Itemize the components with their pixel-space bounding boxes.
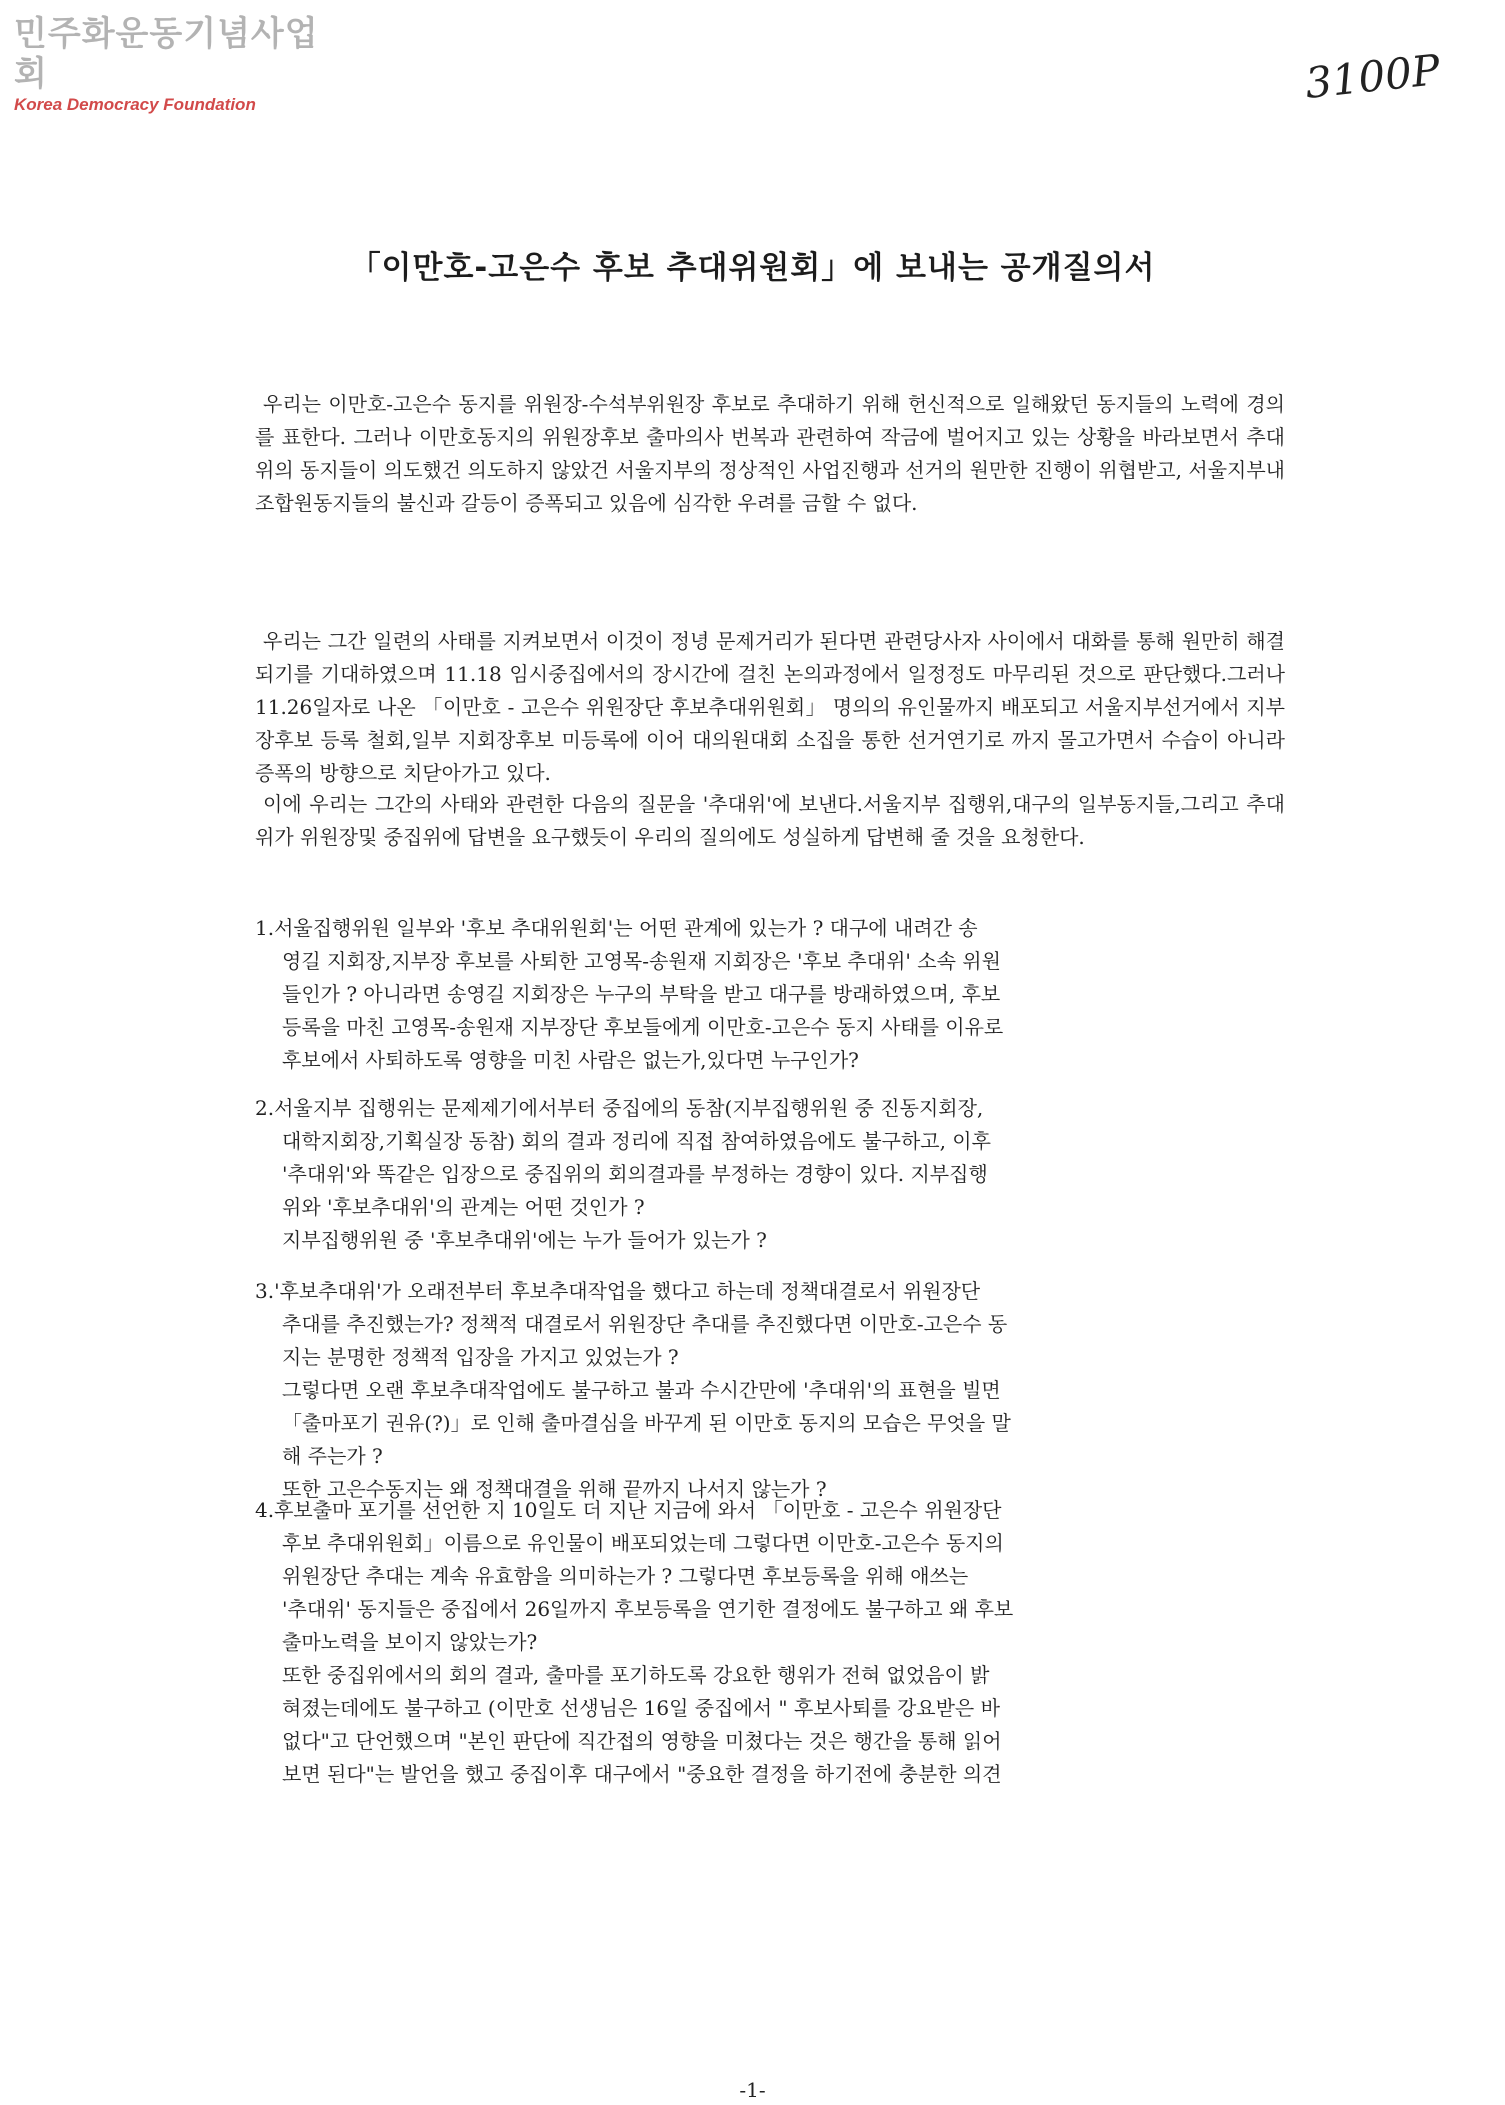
question-line: 「출마포기 권유(?)」로 인해 출마결심을 바꾸게 된 이만호 동지의 모습은 무엇을 말 xyxy=(282,1411,1011,1435)
paragraph-text: 우리는 이만호-고은수 동지를 위원장-수석부위원장 후보로 추대하기 위해 헌신적으로 일해왔던 동지들의 노력에 경의를 표한다. 그러나 이만호동지의 위원장후보 출마의사 번복과 관련하여 작금에 벌어지고 있는 상황을 바라보면서 추대위의 동지들이 의도했건 의도하지 않았건 서울지부의 정상적인 사업진행과 선거의 원만한 진행이 위협받고, 서울지부내 조합원동지들의 불신과 갈등이 증폭되고 있음에 심각한 우려를 금할 수 없다. xyxy=(255,392,1285,515)
question-line: 그렇다면 오랜 후보추대작업에도 불구하고 불과 수시간만에 '추대위'의 표현을 빌면 xyxy=(282,1378,1001,1402)
question-line: 들인가 ? 아니라면 송영길 지회장은 누구의 부탁을 받고 대구를 방래하였으며, 후보 xyxy=(282,982,1001,1006)
document-title: 「이만호-고은수 후보 추대위원회」에 보내는 공개질의서 xyxy=(349,250,1156,286)
question-line: 후보에서 사퇴하도록 영향을 미친 사람은 없는가,있다면 누구인가? xyxy=(282,1048,859,1072)
question-line: 1.서울집행위원 일부와 '후보 추대위원회'는 어떤 관계에 있는가 ? 대구에 내려간 송 xyxy=(255,916,978,940)
handwritten-document-id: 3100P xyxy=(1302,45,1443,108)
question-3 xyxy=(255,1275,1285,1506)
question-line: '추대위'와 똑같은 입장으로 중집위의 회의결과를 부정하는 경향이 있다. 지부집행 xyxy=(282,1162,988,1186)
paragraph-intro-1 xyxy=(255,388,1285,520)
question-line: 보면 된다"는 발언을 했고 중집이후 대구에서 "중요한 결정을 하기전에 충분한 의견 xyxy=(282,1762,1002,1786)
question-line: 해 주는가 ? xyxy=(282,1444,383,1468)
question-line: 위원장단 추대는 계속 유효함을 의미하는가 ? 그렇다면 후보등록을 위해 애쓰는 xyxy=(282,1564,969,1588)
question-line: 출마노력을 보이지 않았는가? xyxy=(282,1630,538,1654)
question-line: 또한 중집위에서의 회의 결과, 출마를 포기하도록 강요한 행위가 전혀 없었음이 밝 xyxy=(282,1663,990,1687)
page-number: -1- xyxy=(739,2078,766,2102)
question-line: 2.서울지부 집행위는 문제제기에서부터 중집에의 동참(지부집행위원 중 진동지회장, xyxy=(255,1096,984,1120)
question-line: 지부집행위원 중 '후보추대위'에는 누가 들어가 있는가 ? xyxy=(282,1228,767,1252)
question-line: 후보 추대위원회」이름으로 유인물이 배포되었는데 그렇다면 이만호-고은수 동지의 xyxy=(282,1531,1004,1555)
logo-korean-text: 민주화운동기념사업회 xyxy=(14,14,319,94)
question-line: '추대위' 동지들은 중집에서 26일까지 후보등록을 연기한 결정에도 불구하고 왜 후보 xyxy=(282,1597,1014,1621)
question-line: 위와 '후보추대위'의 관계는 어떤 것인가 ? xyxy=(282,1195,645,1219)
question-line: 추대를 추진했는가? 정책적 대결로서 위원장단 추대를 추진했다면 이만호-고은수 동 xyxy=(282,1312,1008,1336)
logo-english-text: Korea Democracy Foundation xyxy=(14,95,256,114)
paragraph-text: 우리는 그간 일련의 사태를 지켜보면서 이것이 정녕 문제거리가 된다면 관련당사자 사이에서 대화를 통해 원만히 해결되기를 기대하였으며 11.18 임시중집에서의 장시간에 걸친 논의과정에서 일정정도 마무리된 것으로 판단했다.그러나 11.26일자로 나온 「이만호 - 고은수 위원장단 후보추대위원회」 명의의 유인물까지 배포되고 서울지부선거에서 지부장후보 등록 철회,일부 지회장후보 미등록에 이어 대의원대회 소집을 통한 선거연기로 까지 몰고가면서 수습이 아니라 증폭의 방향으로 치닫아가고 있다. xyxy=(255,629,1285,785)
question-line: 영길 지회장,지부장 후보를 사퇴한 고영목-송원재 지회장은 '후보 추대위' 소속 위원 xyxy=(282,949,1001,973)
question-line: 4.후보출마 포기를 선언한 지 10일도 더 지난 지금에 와서 「이만호 - 고은수 위원장단 xyxy=(255,1498,1002,1522)
question-line: 없다"고 단언했으며 "본인 판단에 직간접의 영향을 미쳤다는 것은 행간을 통해 읽어 xyxy=(282,1729,1002,1753)
question-line: 대학지회장,기획실장 동참) 회의 결과 정리에 직접 참여하였음에도 불구하고, 이후 xyxy=(282,1129,991,1153)
question-line: 또한 고은수동지는 왜 정책대결을 위해 끝까지 나서지 않는가 ? xyxy=(282,1477,827,1501)
question-line: 혀졌는데에도 불구하고 (이만호 선생님은 16일 중집에서 " 후보사퇴를 강요받은 바 xyxy=(282,1696,1000,1720)
question-4 xyxy=(255,1494,1285,1791)
question-line: 3.'후보추대위'가 오래전부터 후보추대작업을 했다고 하는데 정책대결로서 위원장단 xyxy=(255,1279,981,1303)
question-line: 등록을 마친 고영목-송원재 지부장단 후보들에게 이만호-고은수 동지 사태를 이유로 xyxy=(282,1015,1004,1039)
paragraph-intro-2 xyxy=(255,625,1285,790)
question-2 xyxy=(255,1092,1285,1257)
foundation-logo xyxy=(14,14,334,116)
paragraph-intro-3 xyxy=(255,788,1285,854)
paragraph-text: 이에 우리는 그간의 사태와 관련한 다음의 질문을 '추대위'에 보낸다.서울지부 집행위,대구의 일부동지들,그리고 추대위가 위원장및 중집위에 답변을 요구했듯이 우리의 질의에도 성실하게 답변해 줄 것을 요청한다. xyxy=(255,792,1285,849)
question-1 xyxy=(255,912,1285,1077)
question-line: 지는 분명한 정책적 입장을 가지고 있었는가 ? xyxy=(282,1345,679,1369)
